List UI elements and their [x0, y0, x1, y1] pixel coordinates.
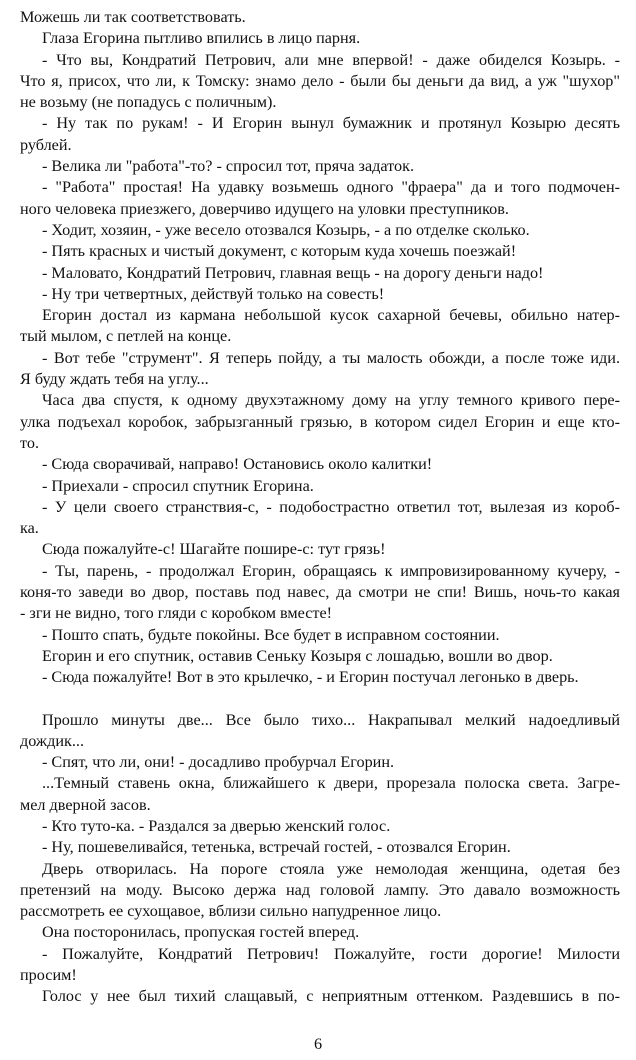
- text-line: - Ну, пошевеливайся, тетенька, встречай гостей, - отозвался Егорин.: [42, 838, 511, 857]
- text-line: то.: [20, 433, 40, 452]
- text-line: - Ты, парень, - продолжал Егорин, обращаясь к импровизированному кучеру, -: [42, 561, 620, 580]
- text-line: - Вот тебе "струмент". Я теперь пойду, а ты малость обожди, а после тоже иди.: [42, 348, 620, 367]
- text-line: не возьму (не попадусь с поличным).: [20, 93, 277, 112]
- text-line: - Маловато, Кондратий Петрович, главная вещь - на дорогу деньги надо!: [42, 263, 544, 282]
- text-line: - Пожалуйте, Кондратий Петрович! Пожалуйте, гости дорогие! Милости: [42, 944, 620, 963]
- text-line: - Что вы, Кондратий Петрович, али мне впервой! - даже обиделся Козырь. -: [42, 50, 620, 69]
- text-line: - Кто туто-ка. - Раздался за дверью женский голос.: [42, 816, 391, 835]
- page-number: 6: [313, 1035, 323, 1053]
- text-line: Глаза Егорина пытливо впились в лицо парня.: [42, 29, 361, 48]
- text-line: ...Темный ставень окна, ближайшего к двери, прорезала полоска света. Загре-: [42, 774, 620, 793]
- text-line: Прошло минуты две... Все было тихо... Накрапывал мелкий надоедливый: [42, 710, 620, 729]
- text-line: Дверь отворилась. На пороге стояла уже немолодая женщина, одетая без: [42, 859, 620, 878]
- text-line: - Приехали - спросил спутник Егорина.: [42, 476, 314, 495]
- text-line: - "Работа" простая! На удавку возьмешь одного "фраера" да и того подмочен-: [42, 178, 620, 197]
- text-line: дождик...: [20, 731, 85, 750]
- text-line: - зги не видно, того гляди с коробком вместе!: [20, 604, 333, 623]
- text-line: рассмотреть ее сухощавое, вблизи сильно напудренное лицо.: [20, 902, 442, 921]
- text-line: улка подъехал коробок, забрызганный грязью, в котором сидел Егорин и еще кто-: [20, 412, 620, 431]
- book-page: [20, 7, 620, 1008]
- text-line: - Пять красных и чистый документ, с которым куда хочешь поезжай!: [42, 242, 517, 261]
- text-line: Егорин достал из кармана небольшой кусок сахарной бечевы, обильно натер-: [42, 306, 620, 325]
- text-line: - Сюда сворачивай, направо! Остановись около калитки!: [42, 455, 433, 474]
- text-line: - Ну три четвертных, действуй только на совесть!: [42, 284, 385, 303]
- text-line: ного человека приезжего, доверчиво идущего на уловки преступников.: [20, 199, 509, 218]
- text-line: рублей.: [20, 135, 72, 154]
- text-line: мел дверной засов.: [20, 795, 151, 814]
- text-line: Часа два спустя, к одному двухэтажному дому на углу темного кривого пере-: [42, 391, 620, 410]
- text-line: Голос у нее был тихий слащавый, с неприятным оттенком. Раздевшись в по-: [42, 987, 620, 1006]
- text-line: Что я, присох, что ли, к Томску: знамо дело - были бы деньги да вид, а уж "шухор": [20, 71, 620, 90]
- text-line: - Пошто спать, будьте покойны. Все будет в исправном состоянии.: [42, 625, 500, 644]
- text-line: Можешь ли так соответствовать.: [20, 8, 246, 26]
- text-line: тый мылом, с петлей на конце.: [20, 327, 232, 346]
- text-line: Я буду ждать тебя на углу...: [20, 370, 209, 389]
- paragraph-gap: [20, 689, 620, 710]
- text-line: - Спят, что ли, они! - досадливо пробурчал Егорин.: [42, 753, 395, 772]
- text-line: - Сюда пожалуйте! Вот в это крылечко, - и Егорин постучал легонько в дверь.: [42, 668, 579, 687]
- text-line: Егорин и его спутник, оставив Сеньку Козыря с лошадью, вошли во двор.: [42, 646, 553, 665]
- text-line: Сюда пожалуйте-с! Шагайте поширe-с: тут грязь!: [42, 540, 386, 559]
- text-line: - Ну так по рукам! - И Егорин вынул бумажник и протянул Козырю десять: [42, 114, 620, 133]
- text-line: ка.: [20, 519, 39, 538]
- text-line: - Велика ли "работа"-то? - спросил тот, пряча задаток.: [42, 157, 415, 176]
- text-line: Она посторонилась, пропуская гостей вперед.: [42, 923, 360, 942]
- text-line: просим!: [20, 966, 77, 985]
- text-line: - У цели своего странствия-с, - подобострастно ответил тот, вылезая из короб-: [42, 497, 620, 516]
- text-line: - Ходит, хозяин, - уже весело отозвался Козырь, - а по отделке сколько.: [42, 220, 530, 239]
- text-line: претензий на моду. Высоко держа над головой лампу. Это давало возможность: [20, 880, 620, 899]
- text-line: коня-то заведи во двор, поставь под навес, да смотри не спи! Вишь, ночь-то какая: [20, 583, 620, 602]
